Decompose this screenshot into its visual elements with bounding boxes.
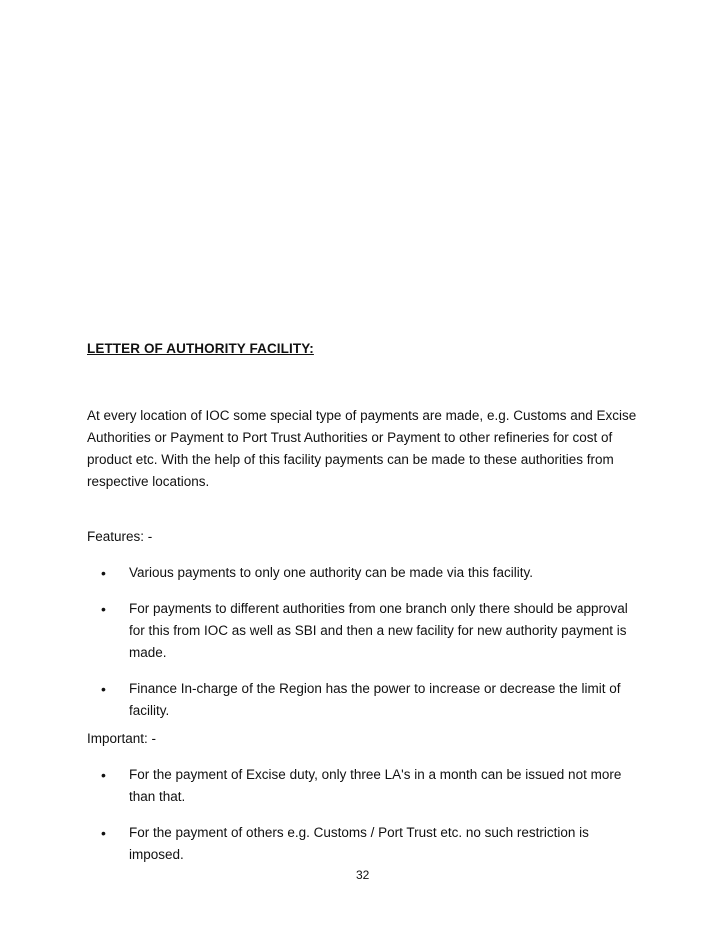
list-item — [87, 822, 647, 866]
features-label: Features: - — [87, 529, 153, 544]
list-item-text: Finance In-charge of the Region has the power to increase or decrease the limit of facility. — [129, 681, 621, 718]
list-item — [87, 562, 647, 584]
section-heading: LETTER OF AUTHORITY FACILITY: — [87, 341, 314, 356]
features-list — [87, 562, 647, 736]
important-list — [87, 764, 647, 880]
important-label: Important: - — [87, 731, 157, 746]
list-item-text: For payments to different authorities from one branch only there should be approval for this from IOC as well as SBI and then a new facility for new authority payment is made. — [129, 601, 628, 660]
bullet-icon: • — [101, 681, 106, 697]
bullet-icon: • — [101, 825, 106, 841]
bullet-icon: • — [101, 601, 106, 617]
list-item-text: For the payment of Excise duty, only three LA's in a month can be issued not more than that. — [129, 767, 622, 804]
bullet-icon: • — [101, 767, 106, 783]
list-item-text: Various payments to only one authority can be made via this facility. — [129, 565, 533, 580]
list-item — [87, 764, 647, 808]
intro-paragraph: At every location of IOC some special type of payments are made, e.g. Customs and Excise Authorities or Payment to Port Trust Authorities or Payment to other refineries for cost of product etc. With the help of this facility payments can be made to these authorities from respective locations. — [87, 408, 637, 489]
page-number: 32 — [356, 868, 370, 882]
list-item-text: For the payment of others e.g. Customs / Port Trust etc. no such restriction is imposed. — [129, 825, 589, 862]
bullet-icon: • — [101, 565, 106, 581]
list-item — [87, 678, 647, 722]
list-item — [87, 598, 647, 664]
